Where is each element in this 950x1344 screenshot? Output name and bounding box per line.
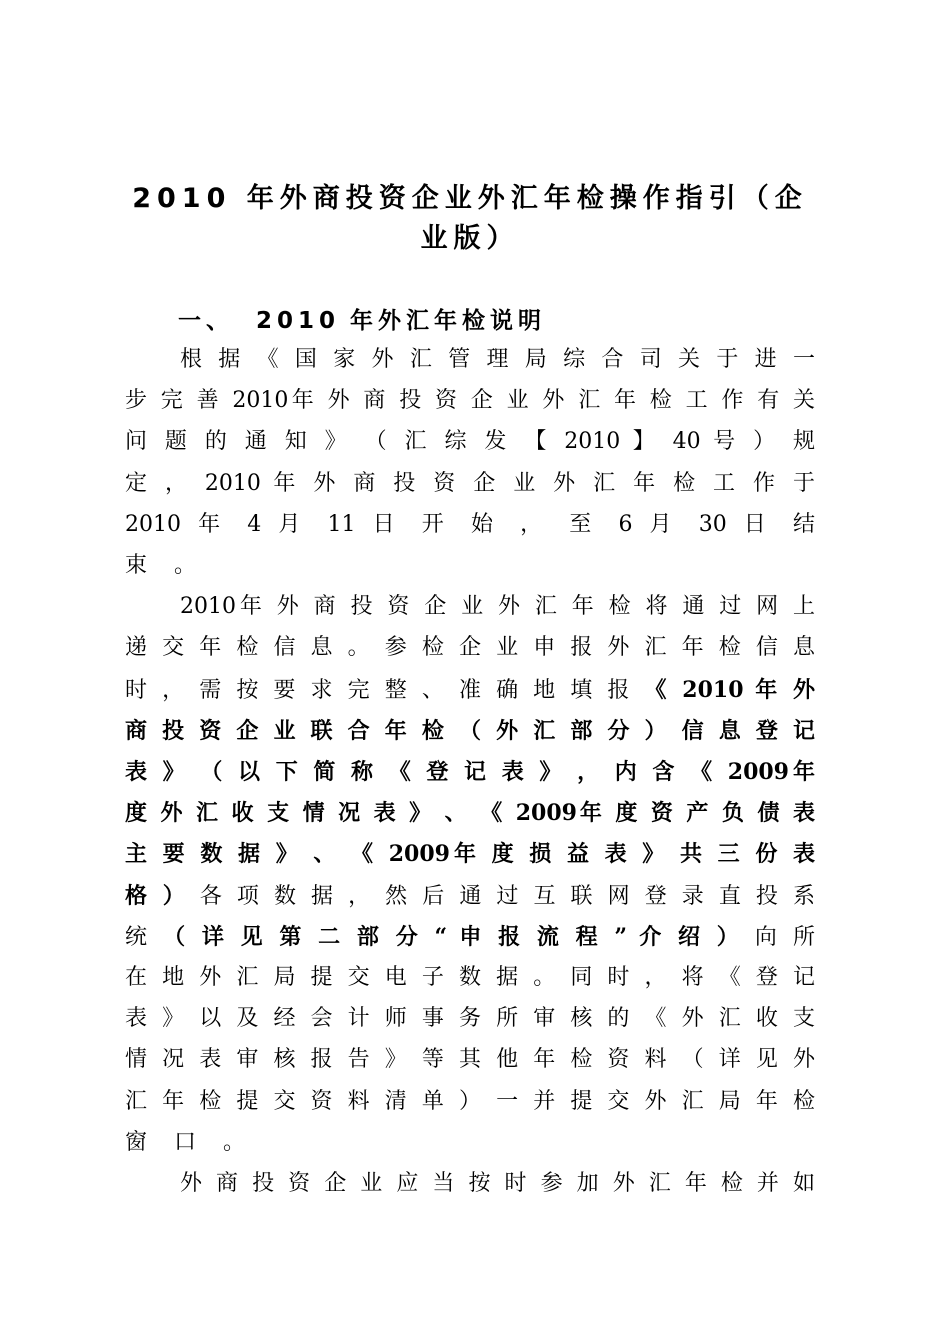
document-title-line-2: 业版） (420, 223, 520, 254)
body-line (125, 876, 815, 916)
body-line (125, 711, 815, 751)
section-heading (178, 303, 818, 339)
body-line (125, 793, 815, 833)
document-title-line-1: 2010 年外商投资企业外汇年检操作指引（企 (132, 183, 808, 214)
body-line (125, 834, 815, 874)
body-line (125, 1040, 815, 1080)
body-text-segment: 定 ， 2010 年 外 商 投 资 企 业 外 汇 年 检 工 作 于 (125, 470, 815, 496)
body-text-segment: 递 交 年 检 信 息 。 参 检 企 业 申 报 外 汇 年 检 信 息 (125, 635, 815, 661)
body-line (180, 340, 815, 380)
body-text-segment: 步 完 善 2010年 外 商 投 资 企 业 外 汇 年 检 工 作 有 关 (125, 388, 815, 414)
body-text-segment: 窗 口 。 (125, 1129, 255, 1155)
body-text-segment: 向 所 (743, 924, 815, 950)
bold-text: 《 2010 年 外 (644, 676, 815, 703)
body-line (180, 587, 815, 627)
section-heading-number: 2010 (256, 308, 341, 334)
bold-text: 表 》 （ 以 下 简 称 《 登 记 表 》 ， 内 含 《 2009年 (125, 759, 815, 785)
body-text-segment: 问 题 的 通 知 》 （ 汇 综 发 【 2010 】 40 号 ） 规 (125, 429, 815, 455)
body-line (125, 505, 815, 545)
body-text-segment: 2010年 外 商 投 资 企 业 外 汇 年 检 将 通 过 网 上 (180, 594, 815, 620)
body-line (125, 999, 815, 1039)
bold-text: 主 要 数 据 》 、 《 2009年 度 损 益 表 》 共 三 份 表 (125, 841, 815, 868)
bold-text: （ 详 见 第 二 部 分 “ 申 报 流 程 ” 介 绍 ） (163, 923, 744, 950)
body-text-segment: 在 地 外 汇 局 提 交 电 子 数 据 。 同 时 ， 将 《 登 记 (125, 965, 815, 990)
body-text-segment: 汇 年 检 提 交 资 料 清 单 ） 一 并 提 交 外 汇 局 年 检 (125, 1088, 815, 1114)
body-text-segment: 情 况 表 审 核 报 告 》 等 其 他 年 检 资 料 （ 详 见 外 (125, 1047, 815, 1073)
body-line (125, 670, 815, 710)
body-text-segment: 外 商 投 资 企 业 应 当 按 时 参 加 外 汇 年 检 并 如 (180, 1171, 815, 1196)
body-line (125, 464, 815, 504)
section-marker: 一、 (178, 308, 234, 334)
body-text-segment: 根 据 《 国 家 外 汇 管 理 局 综 合 司 关 于 进 一 (180, 347, 815, 372)
body-text-segment: 表 》 以 及 经 会 计 师 事 务 所 审 核 的 《 外 汇 收 支 (125, 1006, 815, 1032)
body-line (180, 1164, 815, 1204)
bold-text: 格 ） (125, 882, 189, 909)
body-text-segment: 统 (125, 924, 164, 950)
bold-text: 商 投 资 企 业 联 合 年 检 （ 外 汇 部 分 ） 信 息 登 记 (125, 717, 815, 744)
body-line (125, 958, 815, 998)
body-text-segment: 各 项 数 据 ， 然 后 通 过 互 联 网 登 录 直 投 系 (188, 883, 815, 909)
body-text-segment: 2010 年 4 月 11 日 开 始 ， 至 6 月 30 日 结 (125, 511, 815, 537)
body-line (125, 917, 815, 957)
body-line (125, 628, 815, 668)
body-line (125, 1082, 815, 1122)
body-line (125, 752, 815, 792)
body-text-segment: 束 。 (125, 553, 206, 578)
body-line (125, 422, 815, 462)
bold-text: 度 外 汇 收 支 情 况 表 》 、 《 2009年 度 资 产 负 债 表 (125, 800, 815, 827)
body-line (125, 1123, 815, 1163)
section-heading-text: 年外汇年检说明 (350, 308, 547, 334)
body-text-segment: 时 ， 需 按 要 求 完 整 、 准 确 地 填 报 (125, 677, 645, 703)
body-line (125, 546, 815, 586)
body-line (125, 381, 815, 421)
